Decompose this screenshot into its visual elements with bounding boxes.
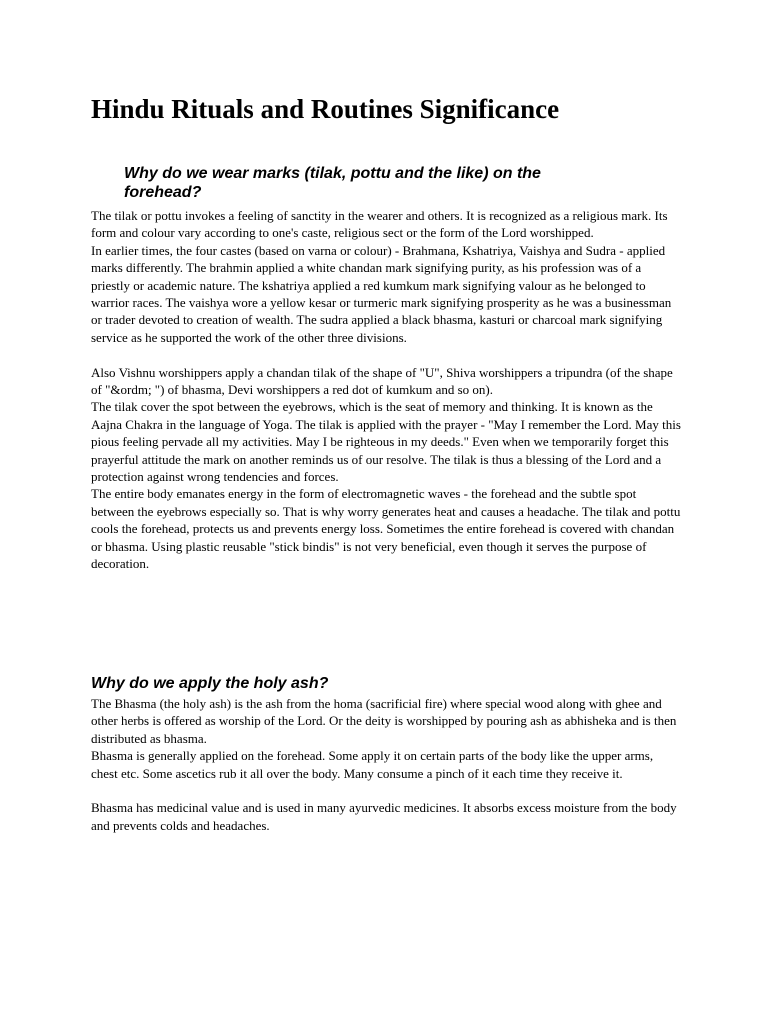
section-heading-holy-ash: Why do we apply the holy ash? (91, 675, 329, 692)
paragraph: The entire body emanates energy in the form of electromagnetic waves - the forehead and the subtle spot between the eyebrows especially so. That is why worry generates heat and causes a headache. The tilak and pottu cools the forehead, protects us and prevents energy loss. Sometimes the entire forehead is covered with chandan or bhasma. Using plastic reusable "stick bindis" is not very beneficial, even though it serves the purpose of decoration. (91, 486, 681, 572)
paragraph: Bhasma is generally applied on the forehead. Some apply it on certain parts of the body like the upper arms, chest etc. Some ascetics rub it all over the body. Many consume a pinch of it each time they receive it. (91, 748, 654, 781)
document-title: Hindu Rituals and Routines Significance (91, 94, 560, 124)
section-heading-marks: Why do we wear marks (tilak, pottu and the like) on the forehead? (124, 165, 541, 201)
paragraph: The tilak cover the spot between the eyebrows, which is the seat of memory and thinking. It is known as the Aajna Chakra in the language of Yoga. The tilak is applied with the prayer - "May I remember the Lord. May this pious feeling pervade all my activities. May I be righteous in my deeds." Even when we temporarily forget this prayerful attitude the mark on another reminds us of our resolve. The tilak is thus a blessing of the Lord and a protection against wrong tendencies and forces. (91, 399, 681, 485)
section-body-holy-ash (91, 695, 681, 834)
paragraph: The tilak or pottu invokes a feeling of sanctity in the wearer and others. It is recognized as a religious mark. Its form and colour vary according to one's caste, religious sect or the form of the Lord worshipped. (91, 208, 668, 241)
paragraph: Bhasma has medicinal value and is used in many ayurvedic medicines. It absorbs excess moisture from the body and prevents colds and headaches. (91, 800, 677, 833)
paragraph-gap (91, 782, 681, 799)
paragraph: In earlier times, the four castes (based on varna or colour) - Brahmana, Kshatriya, Vaishya and Sudra - applied marks differently. The brahmin applied a white chandan mark signifying purity, as his profession was of a priestly or academic nature. The kshatriya applied a red kumkum mark signifying valour as he belonged to warrior races. The vaishya wore a yellow kesar or turmeric mark signifying prosperity as he was a businessman or trader devoted to creation of wealth. The sudra applied a black bhasma, kasturi or charcoal mark signifying service as he supported the work of the other three divisions. (91, 242, 672, 345)
paragraph-gap (91, 346, 681, 363)
paragraph: Also Vishnu worshippers apply a chandan tilak of the shape of "U", Shiva worshippers a tripundra (of the shape of "&ordm; ") of bhasma, Devi worshippers a red dot of kumkum and so on). (91, 364, 673, 398)
section-body-marks (91, 207, 681, 573)
paragraph: The Bhasma (the holy ash) is the ash from the homa (sacrificial fire) where special wood along with ghee and other herbs is offered as worship of the Lord. Or the deity is worshipped by pouring ash as abhisheka and is then distributed as bhasma. (91, 696, 677, 746)
